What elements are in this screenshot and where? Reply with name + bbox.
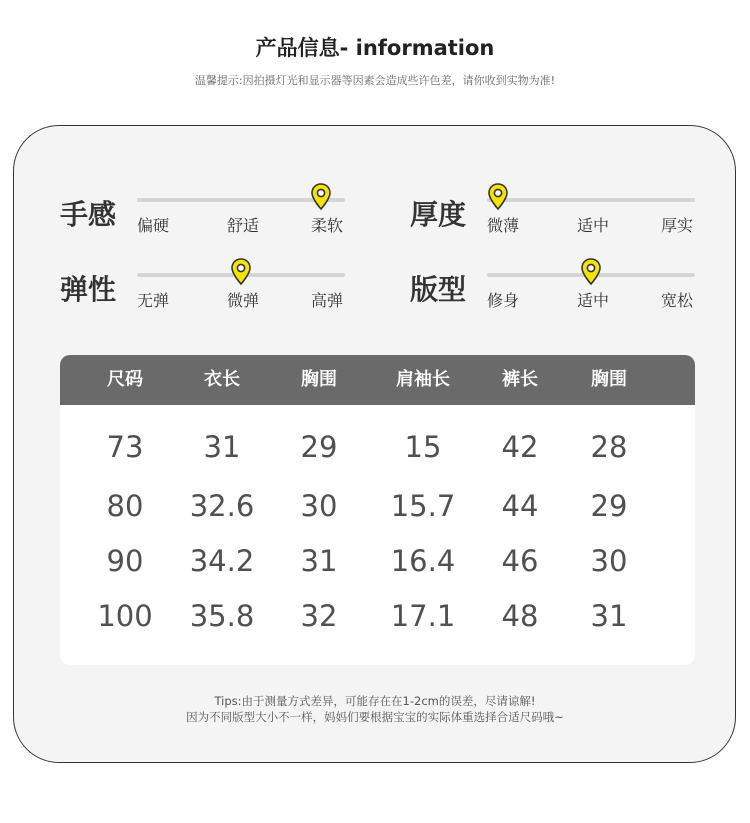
table-cell: 44 — [501, 489, 539, 523]
table-cell: 28 — [590, 430, 628, 464]
table-cell: 30 — [300, 489, 338, 523]
table-cell: 31 — [590, 599, 628, 633]
column-header: 衣长 — [204, 369, 240, 390]
attribute-name: 版型 — [410, 273, 467, 306]
table-cell: 29 — [590, 489, 628, 523]
level-label: 适中 — [577, 291, 610, 310]
table-cell: 80 — [106, 489, 144, 523]
attribute-name: 弹性 — [60, 273, 117, 306]
location-pin-icon — [310, 183, 332, 211]
table-cell: 48 — [501, 599, 539, 633]
level-track — [487, 198, 695, 202]
level-label: 无弹 — [137, 291, 170, 310]
table-cell: 100 — [97, 599, 153, 633]
attribute-name: 厚度 — [410, 198, 467, 231]
location-pin-icon — [230, 258, 252, 286]
tips-line: Tips:由于测量方式差异，可能存在在1-2cm的误差，尽请谅解! — [214, 694, 536, 708]
table-cell: 90 — [106, 544, 144, 578]
table-cell: 46 — [501, 544, 539, 578]
tips-line: 因为不同版型大小不一样，妈妈们要根据宝宝的实际体重选择合适尺码哦~ — [186, 710, 564, 724]
table-cell: 73 — [106, 430, 144, 464]
attribute-name: 手感 — [60, 198, 117, 231]
table-cell: 32 — [300, 599, 338, 633]
table-cell: 32.6 — [189, 489, 255, 523]
level-label: 高弹 — [311, 291, 344, 310]
page-title: 产品信息- information — [255, 36, 495, 60]
table-cell: 29 — [300, 430, 338, 464]
location-pin-icon — [487, 183, 509, 211]
table-cell: 35.8 — [189, 599, 255, 633]
column-header: 肩袖长 — [396, 369, 450, 390]
attribute-fit — [410, 270, 700, 320]
table-cell: 31 — [300, 544, 338, 578]
level-label: 偏硬 — [137, 216, 170, 235]
level-label: 修身 — [487, 291, 520, 310]
table-cell: 31 — [203, 430, 241, 464]
attribute-thickness — [410, 195, 700, 245]
color-notice: 温馨提示:因拍摄灯光和显示器等因素会造成些许色差，请你收到实物为准! — [194, 74, 556, 87]
level-label: 宽松 — [661, 291, 694, 310]
level-label: 微薄 — [487, 216, 520, 235]
column-header: 胸围 — [301, 369, 337, 390]
level-label: 舒适 — [227, 216, 260, 235]
size-table — [60, 355, 695, 665]
column-header: 胸围 — [591, 369, 627, 390]
table-cell: 30 — [590, 544, 628, 578]
table-cell: 15.7 — [390, 489, 456, 523]
level-label: 微弹 — [227, 291, 260, 310]
table-cell: 17.1 — [390, 599, 456, 633]
column-header: 裤长 — [502, 369, 538, 390]
table-cell: 34.2 — [189, 544, 255, 578]
location-pin-icon — [580, 258, 602, 286]
column-header: 尺码 — [107, 369, 143, 390]
table-cell: 16.4 — [390, 544, 456, 578]
level-label: 厚实 — [661, 216, 694, 235]
attribute-feel — [60, 195, 350, 245]
attribute-elasticity — [60, 270, 350, 320]
table-cell: 42 — [501, 430, 539, 464]
level-label: 柔软 — [311, 216, 344, 235]
table-header — [60, 355, 695, 405]
table-cell: 15 — [404, 430, 442, 464]
level-label: 适中 — [577, 216, 610, 235]
